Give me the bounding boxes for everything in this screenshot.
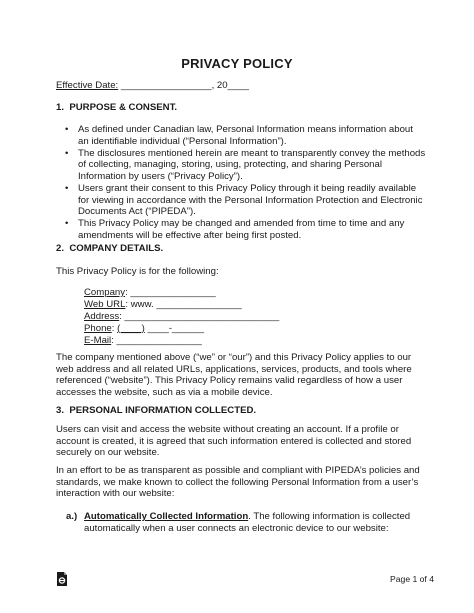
phone-blank: ____-______ [144, 323, 205, 334]
section-2-title: COMPANY DETAILS [69, 243, 161, 254]
web-url-field [84, 299, 242, 311]
section-3-paragraph-2: In an effort to be as transparent as possible and compliant with PIPEDA’s policies and standards, we make known to collect the following Personal Information from a user’s interaction with our website: [56, 465, 420, 500]
phone-area-code: (____) [117, 323, 145, 334]
email-field [84, 335, 202, 347]
company-blank: : ________________ [125, 287, 216, 298]
effective-date-line [56, 80, 424, 92]
bullet-item [56, 183, 426, 218]
bullet-text: This Privacy Policy may be changed and amended from time to time and any amendments will be effective after being first posted. [78, 218, 405, 241]
section-1-number: 1. [56, 102, 65, 113]
web-url-blank: : www. ________________ [125, 299, 242, 310]
bullet-item [56, 218, 426, 241]
phone-sep: : [111, 323, 118, 334]
section-1-heading: 1. PURPOSE & CONSENT. [56, 102, 178, 113]
effective-date-label: Effective Date: [56, 80, 119, 91]
section-3-paragraph-1: Users can visit and access the website without creating an account. If a profile or account is created, it is agreed that such information entered is collected and stored securely on our website. [56, 424, 412, 459]
page-number: Page 1 of 4 [390, 574, 434, 584]
section-3-title: PERSONAL INFORMATION COLLECTED [69, 405, 254, 416]
section-2-intro: This Privacy Policy is for the following: [56, 266, 219, 277]
section-2-paragraph: The company mentioned above (“we” or “our”) and this Privacy Policy applies to our web address and all related URLs, applications, services, products, and tools where referenced (“website”). This Privacy Policy remains valid regardless of how a user accesses the website, such as via a mobile device. [56, 352, 412, 398]
eforms-logo-icon [56, 572, 68, 586]
section-1-title: PURPOSE & CONSENT [69, 102, 175, 113]
company-field [84, 287, 216, 299]
bullet-icon: • [65, 147, 69, 159]
company-label: Company [84, 287, 126, 298]
email-label: E-Mail [84, 335, 112, 346]
phone-label: Phone [84, 323, 112, 334]
bullet-text: As defined under Canadian law, Personal Information means information about an identifiable individual (“Personal Information”). [78, 124, 413, 147]
bullet-text: Users grant their consent to this Privacy Policy through it being readily available for viewing in accordance with the Personal Information Protection and Electronic Documents Act (“PIPEDA”). [78, 182, 423, 218]
section-3-heading: 3. PERSONAL INFORMATION COLLECTED. [56, 405, 257, 416]
bullet-item [56, 124, 426, 147]
address-label: Address [84, 311, 120, 322]
bullet-icon: • [65, 218, 69, 230]
subsection-a-heading: Automatically Collected Information [84, 511, 249, 522]
bullet-text: The disclosures mentioned herein are meant to transparently convey the methods of collecting, managing, storing, using, protecting, and sharing Personal Information by users (“Privacy Policy”). [78, 147, 426, 182]
effective-date-blank: _________________, 20____ [118, 80, 249, 91]
address-field [84, 311, 279, 323]
web-url-label: Web URL [84, 299, 126, 310]
bullet-icon: • [65, 182, 69, 194]
subsection-a-label: a.) [66, 511, 78, 522]
document-title: PRIVACY POLICY [181, 56, 293, 71]
email-blank: : ________________ [111, 335, 202, 346]
section-3-number: 3. [56, 405, 65, 416]
bullet-icon: • [65, 124, 69, 135]
bullet-item [56, 148, 426, 183]
subsection-a-text: . The following information is collected automatically when a user connects an electronic device to our website: [84, 511, 411, 534]
section-2-number: 2. [56, 243, 65, 254]
section-2-heading: 2. COMPANY DETAILS. [56, 243, 164, 254]
address-blank: : _____________________________ [119, 311, 280, 322]
subsection-a [66, 511, 416, 534]
section-1-bullet-list [56, 124, 426, 242]
phone-field [84, 323, 204, 335]
